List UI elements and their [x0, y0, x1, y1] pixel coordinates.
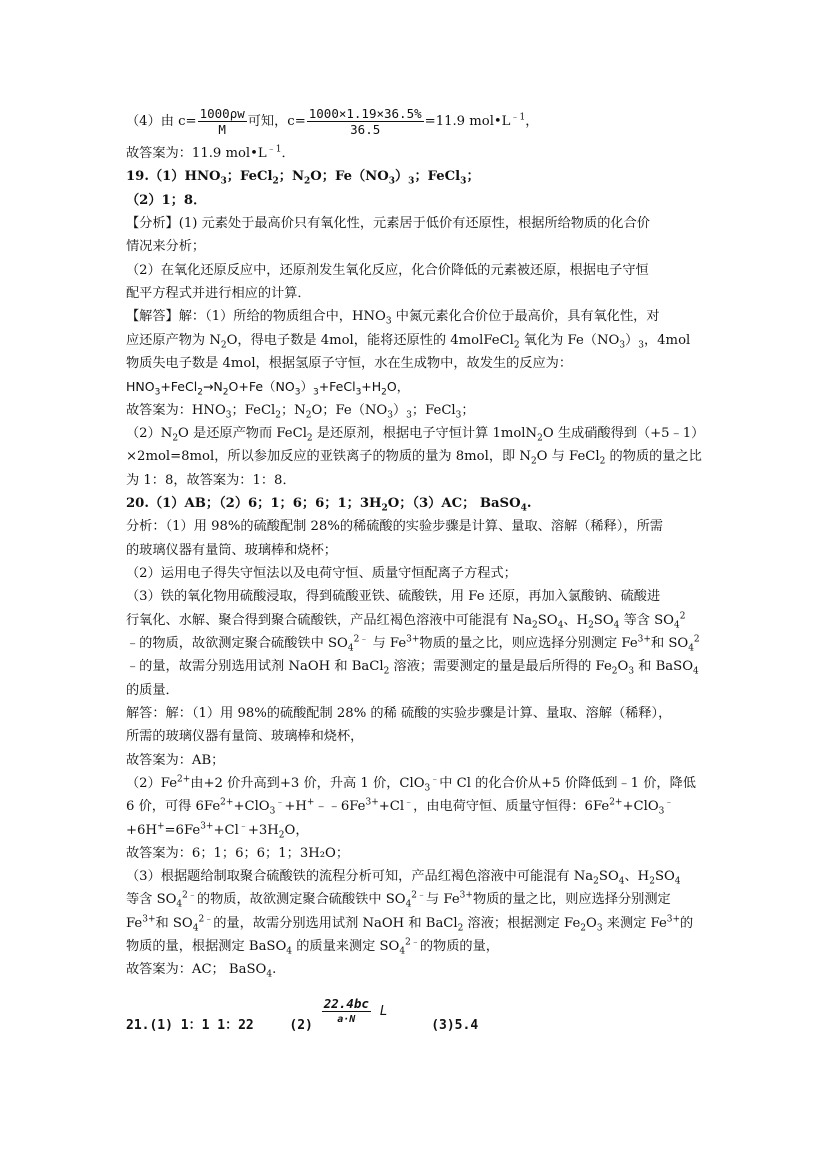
text: 溶液；根据测定 Fe: [463, 916, 581, 931]
text: O+Fe（NO: [228, 379, 295, 394]
text: 故答案为：AC； BaSO: [126, 962, 267, 977]
solution-text: [126, 332, 690, 350]
text: O，: [284, 823, 309, 838]
fraction-c-formula: [198, 106, 247, 137]
subscript: 3: [312, 387, 319, 398]
text: 由+2 价升高到+3 价，升高 1 价，ClO: [190, 776, 425, 791]
superscript: 3+: [637, 634, 651, 645]
text: 行氧化、水解、聚合得到聚合硫酸铁，产品红褐色溶液中可能混有 Na: [126, 613, 533, 628]
text: ﹣的物质，故欲测定聚合硫酸铁中 SO: [126, 636, 348, 651]
subscript: 3: [619, 340, 626, 351]
text: O 生成硝酸得到（+5﹣1）: [542, 426, 705, 441]
superscript: ﹣1: [266, 144, 282, 155]
text: →N: [202, 379, 223, 394]
text: ，由电荷守恒、质量守恒得：6Fe: [413, 799, 610, 814]
reaction-equation: [126, 378, 409, 396]
text: 的: [680, 916, 694, 931]
text: O: [617, 659, 629, 674]
subscript: 2: [588, 620, 594, 631]
analysis-text: 情况来分析；: [126, 239, 206, 254]
text: 中氮元素化合价位于最高价，具有氧化性，对: [391, 309, 660, 324]
text: 21.(1) 1：1 1：22: [126, 1018, 254, 1033]
subscript: 3: [638, 340, 644, 351]
text: 的物质的量之比: [605, 449, 702, 464]
subscript: 4: [618, 876, 625, 887]
text: ﹣的量，故需分别选用试剂 NaOH 和 BaCl: [126, 659, 384, 674]
text: 的质量来测定 SO: [292, 939, 400, 954]
subscript: 2: [306, 433, 313, 444]
text: ﹣﹣6Fe: [314, 799, 366, 814]
subscript: 2: [532, 620, 538, 631]
text: ）: [300, 379, 313, 394]
subscript: 3: [294, 387, 301, 398]
subscript: 4: [347, 643, 354, 654]
solution-text: [126, 868, 681, 886]
superscript: 3+: [142, 914, 156, 925]
text: （2）N: [126, 426, 173, 441]
subscript: 2: [513, 340, 520, 351]
superscript: 2+: [220, 797, 234, 808]
solution-text: 解答：解：（1）用 98%的硫酸配制 28% 的稀 硫酸的实验步骤是计算、量取、溶解（稀释），: [126, 706, 672, 721]
fraction-denominator: 36.5: [350, 122, 381, 137]
analysis-text: （2）在氧化还原反应中，还原剂发生氧化反应，化合价降低的元素被还原，根据电子守恒: [126, 263, 649, 278]
question-20-answer: [126, 495, 531, 513]
text: 的量，故需分别选用试剂 NaOH 和 BaCl: [213, 916, 458, 931]
text: 中 Cl 的化合价从+5 价降低到﹣1 价，降低: [439, 776, 696, 791]
subscript: 2: [649, 876, 655, 887]
subscript: 2: [172, 433, 179, 444]
text: 可知，c=: [247, 114, 306, 129]
subscript: 2: [381, 387, 387, 398]
subscript: 2: [220, 340, 227, 351]
subscript: 4: [405, 899, 412, 910]
fraction-volume: [322, 996, 371, 1027]
text: +FeCl: [160, 379, 198, 394]
subscript: 3: [408, 176, 415, 187]
fraction-c-calc: [307, 106, 424, 137]
text: 和 SO: [650, 636, 689, 651]
subscript: 2: [222, 387, 229, 398]
analysis-text: （3）铁的氧化物用硫酸浸取，得到硫酸亚铁、硫酸铁，用 Fe 还原，再加入氯酸钠、硫酸进: [126, 589, 661, 604]
text: O；（3）AC； BaSO: [387, 496, 521, 511]
subscript: 4: [613, 620, 620, 631]
subscript: 2: [197, 387, 203, 398]
text: ；N: [278, 169, 305, 184]
text: 故答案为：11.9 mol•L: [126, 146, 267, 161]
answer-line: [126, 145, 295, 163]
subscript: 2: [611, 666, 618, 677]
superscript: 3+: [200, 821, 214, 832]
fraction-denominator: a·N: [337, 1014, 356, 1025]
superscript: ﹣: [238, 821, 248, 832]
text: 溶液；需要测定的量是最后所得的 Fe: [389, 659, 612, 674]
solution-text: [126, 915, 693, 933]
text: 应还原产物为 N: [126, 333, 221, 348]
text: ，: [525, 114, 539, 129]
text: 6 价，可得 6Fe: [126, 799, 221, 814]
solution-text: [126, 822, 309, 840]
question-19-answer: [126, 168, 480, 186]
superscript: 2﹣: [405, 937, 420, 948]
text: 物质的量之比，则应选择分别测定: [472, 892, 671, 907]
text: 与 Fe: [368, 636, 407, 651]
text: +FeCl: [318, 379, 356, 394]
answer-line: [126, 961, 276, 979]
text: +6H: [126, 823, 157, 838]
text: =6Fe: [164, 823, 201, 838]
solution-text: 所需的玻璃仪器有量筒、玻璃棒和烧杯，: [126, 729, 364, 744]
text: 来测定 Fe: [602, 916, 667, 931]
text: ，4mol: [643, 333, 691, 348]
fraction-numerator: 1000×1.19×36.5%: [308, 106, 422, 121]
answer-line: [126, 402, 475, 420]
answer-line: 故答案为：6；1；6；6；1；3H₂O；: [126, 846, 350, 861]
subscript: 4: [688, 643, 694, 654]
text: O，: [386, 379, 410, 394]
text: SO: [593, 613, 614, 628]
text: .: [272, 962, 277, 977]
superscript: ﹣: [664, 797, 674, 808]
subscript: 2: [304, 176, 311, 187]
text: .: [526, 496, 532, 511]
text: (2): [289, 1018, 313, 1033]
subscript: 2: [593, 876, 599, 887]
superscript: +: [156, 821, 165, 832]
text: +ClO: [233, 799, 270, 814]
superscript: ﹣: [430, 774, 440, 785]
text: 和 SO: [155, 916, 193, 931]
text: 、H: [624, 869, 650, 884]
subscript: 3: [269, 806, 276, 817]
subscript: 3: [596, 923, 603, 934]
subscript: 2: [305, 410, 312, 421]
analysis-text: （2）运用电子得失守恒法以及电荷守恒、质量守恒配离子方程式；: [126, 566, 517, 581]
text: +ClO: [622, 799, 659, 814]
solution-text: [126, 891, 671, 909]
fraction-denominator: M: [218, 122, 226, 137]
subscript: 3: [220, 176, 227, 187]
subscript: 2: [278, 830, 285, 841]
text: ）: [392, 403, 407, 418]
solution-text: [126, 938, 499, 956]
fraction-numerator: 1000ρw: [199, 106, 245, 121]
subscript: 2: [580, 923, 587, 934]
subscript: 4: [674, 876, 681, 887]
solution-text: 物质失电子数是 4mol，根据氢原子守恒，水在生成物中，故发生的反应为：: [126, 356, 573, 371]
analysis-text: [126, 635, 700, 653]
subscript: 2: [537, 433, 543, 444]
solution-text: [126, 448, 702, 466]
text: =11.9 mol•L: [424, 114, 511, 129]
superscript: 3+: [365, 797, 379, 808]
text: ；FeCl: [231, 403, 276, 418]
solution-text: [126, 798, 673, 816]
text: 19.（1）HNO: [126, 169, 221, 184]
superscript: 2﹣: [182, 890, 197, 901]
text: 20.（1）AB；（2）6；1；6；6；1；3H: [126, 496, 382, 511]
text: 物质的量，根据测定 BaSO: [126, 939, 287, 954]
superscript: 2﹣: [353, 634, 369, 645]
text: 等含 SO: [619, 613, 674, 628]
subscript: 3: [460, 176, 467, 187]
text: 氧化为 Fe（NO: [519, 333, 620, 348]
analysis-text: [126, 658, 699, 676]
subscript: 4: [674, 620, 680, 631]
text: ；N: [281, 403, 306, 418]
text: ×2mol=8mol，所以参加反应的亚铁离子的物质的量为 8mol，即 N: [126, 449, 531, 464]
subscript: 2: [530, 456, 537, 467]
text: O；Fe（NO: [311, 403, 388, 418]
subscript: 3: [355, 387, 362, 398]
analysis-text: 分析：（1）用 98%的硫酸配制 28%的稀硫酸的实验步骤是计算、量取、溶解（稀释），所需: [126, 519, 663, 534]
text: +H: [284, 799, 307, 814]
text: O 与 FeCl: [536, 449, 600, 464]
text: Fe: [126, 916, 143, 931]
text: 等含 SO: [126, 892, 177, 907]
subscript: 2: [275, 410, 281, 421]
text: +3H: [247, 823, 279, 838]
text: SO: [654, 869, 675, 884]
superscript: +: [306, 797, 315, 808]
text: 、H: [563, 613, 589, 628]
text: 物质的量之比，则应选择分别测定 Fe: [419, 636, 638, 651]
subscript: 4: [557, 620, 564, 631]
text: 和 BaSO: [634, 659, 694, 674]
text: （2）Fe: [126, 776, 177, 791]
answer-line: 故答案为：AB；: [126, 753, 225, 768]
text: ；FeCl: [414, 169, 461, 184]
subscript: 4: [192, 923, 199, 934]
superscript: 3+: [666, 914, 681, 925]
subscript: 3: [154, 387, 161, 398]
subscript: 4: [693, 666, 699, 677]
text: 是还原剂，根据电子守恒计算 1molN: [312, 426, 538, 441]
superscript: ﹣: [404, 797, 414, 808]
text: O；Fe（NO: [310, 169, 389, 184]
subscript: 3: [455, 410, 462, 421]
analysis-text: 【分析】(1) 元素处于最高价只有氧化性，元素居于低价有还原性，根据所给物质的化合价: [126, 216, 650, 231]
subscript: 2: [272, 176, 279, 187]
fraction-numerator: 22.4bc: [323, 996, 369, 1011]
superscript: 2﹣: [411, 890, 427, 901]
superscript: 3+: [406, 634, 420, 645]
subscript: 4: [176, 899, 183, 910]
text: 的物质，故欲测定聚合硫酸铁中 SO: [196, 892, 406, 907]
superscript: 2: [679, 611, 686, 622]
superscript: 2: [693, 634, 700, 645]
text: ；: [461, 403, 475, 418]
solution-text: [126, 425, 704, 443]
text: ；: [466, 169, 480, 184]
superscript: 3+: [459, 890, 473, 901]
subscript: 3: [658, 806, 665, 817]
text: +H: [361, 379, 382, 394]
text: ）: [625, 333, 639, 348]
text: 的物质的量，: [419, 939, 499, 954]
subscript: 3: [388, 176, 395, 187]
unit-label: L: [379, 1004, 388, 1019]
superscript: 2﹣: [198, 914, 214, 925]
solution-text: 为 1：8，故答案为：1：8．: [126, 473, 296, 488]
question-19-part2: （2）1；8．: [126, 193, 207, 208]
text: ）: [394, 169, 409, 184]
subscript: 3: [424, 783, 431, 794]
subscript: 2: [457, 923, 464, 934]
text: O 是还原产物而 FeCl: [178, 426, 307, 441]
text: SO: [537, 613, 558, 628]
subscript: 3: [225, 410, 232, 421]
subscript: 2: [381, 503, 388, 514]
subscript: 3: [387, 410, 393, 421]
text: +Cl: [213, 823, 239, 838]
subscript: 4: [266, 969, 273, 980]
text: SO: [598, 869, 619, 884]
text: ．: [281, 146, 295, 161]
superscript: 2+: [609, 797, 623, 808]
text: ；FeCl: [411, 403, 456, 418]
subscript: 3: [628, 666, 635, 677]
question-21-answer: [126, 996, 479, 1041]
text: O: [586, 916, 597, 931]
text: (3)5.4: [431, 1018, 479, 1033]
analysis-text: [126, 612, 685, 630]
superscript: ﹣: [275, 797, 285, 808]
subscript: 4: [399, 946, 406, 957]
text: ；FeCl: [226, 169, 273, 184]
text: 【解答】解：（1）所给的物质组合中，HNO: [126, 309, 386, 324]
text: +Cl: [378, 799, 405, 814]
subscript: 4: [520, 503, 527, 514]
superscript: 2+: [177, 774, 191, 785]
text: O，得电子数是 4mol，能将还原性的 4molFeCl: [226, 333, 514, 348]
text: 与 Fe: [426, 892, 460, 907]
subscript: 3: [385, 316, 392, 327]
subscript: 2: [599, 456, 606, 467]
text: （3）根据题给制取聚合硫酸铁的流程分析可知，产品红褐色溶液中可能混有 Na: [126, 869, 594, 884]
superscript: ﹣1: [510, 112, 526, 123]
analysis-text: 的质量．: [126, 683, 179, 698]
analysis-text: 的玻璃仪器有量筒、玻璃棒和烧杯；: [126, 543, 337, 558]
solution-text: [126, 308, 660, 326]
solution-text: [126, 775, 696, 793]
subscript: 2: [383, 666, 390, 677]
analysis-text: 配平方程式并进行相应的计算．: [126, 286, 311, 301]
text: HNO: [126, 379, 155, 394]
subscript: 4: [286, 946, 293, 957]
formula-line-concentration: [126, 106, 538, 137]
text: （4）由 c=: [126, 114, 197, 129]
subscript: 3: [406, 410, 412, 421]
text: 故答案为：HNO: [126, 403, 226, 418]
